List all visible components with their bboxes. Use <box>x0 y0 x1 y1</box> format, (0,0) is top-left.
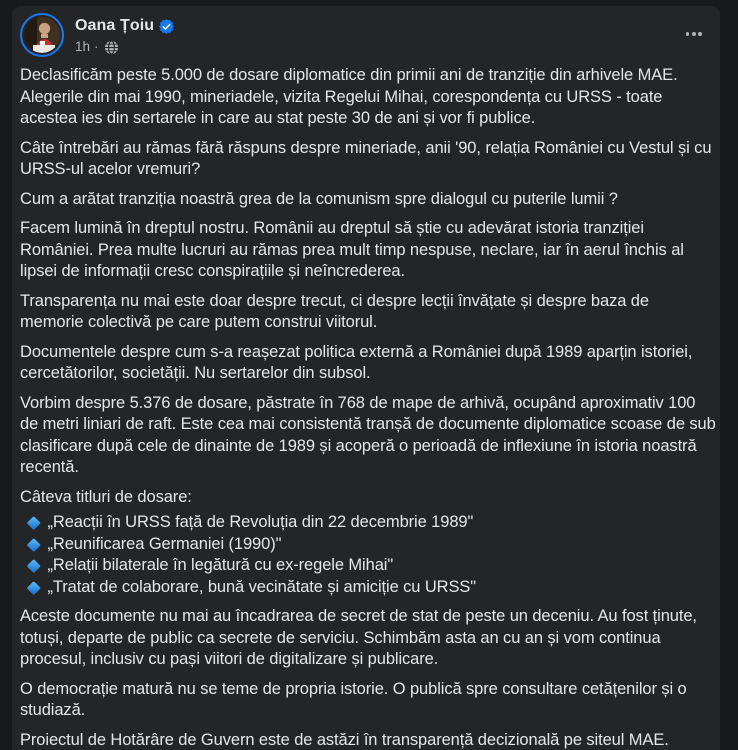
blue-diamond-icon <box>27 538 40 551</box>
meta-separator: · <box>94 39 99 54</box>
post-paragraph: Câte întrebări au rămas fără răspuns despre mineriade, anii '90, relația României cu Vestul și cu URSS-ul acelor vremuri? <box>20 138 712 178</box>
dossier-title: „Tratat de colaborare, bună vecinătate și amiciție cu URSS" <box>47 577 477 596</box>
author-block <box>75 13 174 55</box>
blue-diamond-icon <box>27 559 40 572</box>
post-paragraph: Declasificăm peste 5.000 de dosare diplomatice din primii ani de tranziție din arhivele MAE. Alegerile din mai 1990, mineriadele, vizita Regelui Mihai, corespondența cu URSS - toate acestea ies din sertarele in care au stat peste 30 de ani și vor fi publice. <box>20 66 678 127</box>
post-meta <box>75 39 174 55</box>
post-paragraph: Proiectul de Hotărâre de Guvern este de astăzi în transparență decizională pe siteul MAE. <box>20 730 669 749</box>
dossier-title: „Relații bilaterale în legătură cu ex-regele Mihai" <box>47 556 394 574</box>
blue-diamond-icon <box>27 516 40 529</box>
post-closing-paragraphs <box>20 606 717 750</box>
post-paragraph: Vorbim despre 5.376 de dosare, păstrate în 768 de mape de arhivă, ocupând aproximativ 100 de metri liniari de raft. Este cea mai consistentă tranșă de documente diplomatice scoase de sub clasificare după cele de dinainte de 1989 și acoperă o perioadă de inflexiune în istoria noastră recentă. <box>20 393 716 476</box>
blue-diamond-icon <box>27 581 40 594</box>
more-options-button[interactable] <box>684 26 704 42</box>
timestamp[interactable]: 1h <box>75 39 91 54</box>
post-paragraph: Câteva titluri de dosare: <box>20 487 192 506</box>
dossier-title-list <box>20 512 717 598</box>
post-paragraph: Cum a arătat tranziția noastră grea de la comunism spre dialogul cu puterile lumii ? <box>20 189 618 208</box>
post-paragraphs <box>20 65 717 508</box>
dossier-title: „Reacții în URSS față de Revoluția din 22 decembrie 1989" <box>47 513 474 531</box>
dossier-list-item <box>20 512 717 534</box>
post-paragraph: Transparența nu mai este doar despre trecut, ci despre lecții învățate și despre baza de memorie colectivă pe care putem construi viitorul. <box>20 291 649 331</box>
post-paragraph: Aceste documente nu mai au încadrarea de secret de stat de peste un deceniu. Au fost ținute, totuși, departe de public ca secrete de serviciu. Schimbăm asta an cu an și vom continua procesul, inclusiv cu pași viitori de digitalizare și publicare. <box>20 607 697 668</box>
post-paragraph: Facem lumină în dreptul nostru. Românii au dreptul să știe cu adevărat istoria tranziției României. Prea multe lucruri au rămas prea mult timp nespuse, neclare, iar în aerul închis al lipsei de informații cresc conspirațiile și neîncrederea. <box>20 219 684 280</box>
post-paragraph: O democrație matură nu se teme de propria istorie. O publică spre consultare cetățenilor și o studiază. <box>20 679 687 719</box>
post-paragraph: Documentele despre cum s-a reașezat politica externă a României după 1989 aparțin istoriei, cercetătorilor, societății. Nu sertarelor din subsol. <box>20 342 693 382</box>
post-card <box>12 6 720 750</box>
author-name[interactable]: Oana Țoiu <box>75 17 155 34</box>
public-globe-icon <box>104 40 119 55</box>
avatar-photo <box>24 17 60 53</box>
dossier-title: „Reunificarea Germaniei (1990)" <box>47 534 282 553</box>
dossier-list-item <box>20 577 717 599</box>
avatar[interactable] <box>20 13 64 57</box>
verified-badge-icon <box>159 19 174 34</box>
dossier-list-item <box>20 555 717 577</box>
three-dots-icon <box>686 32 690 36</box>
post-header <box>20 13 717 57</box>
post-content <box>20 65 717 750</box>
dossier-list-item <box>20 534 717 556</box>
